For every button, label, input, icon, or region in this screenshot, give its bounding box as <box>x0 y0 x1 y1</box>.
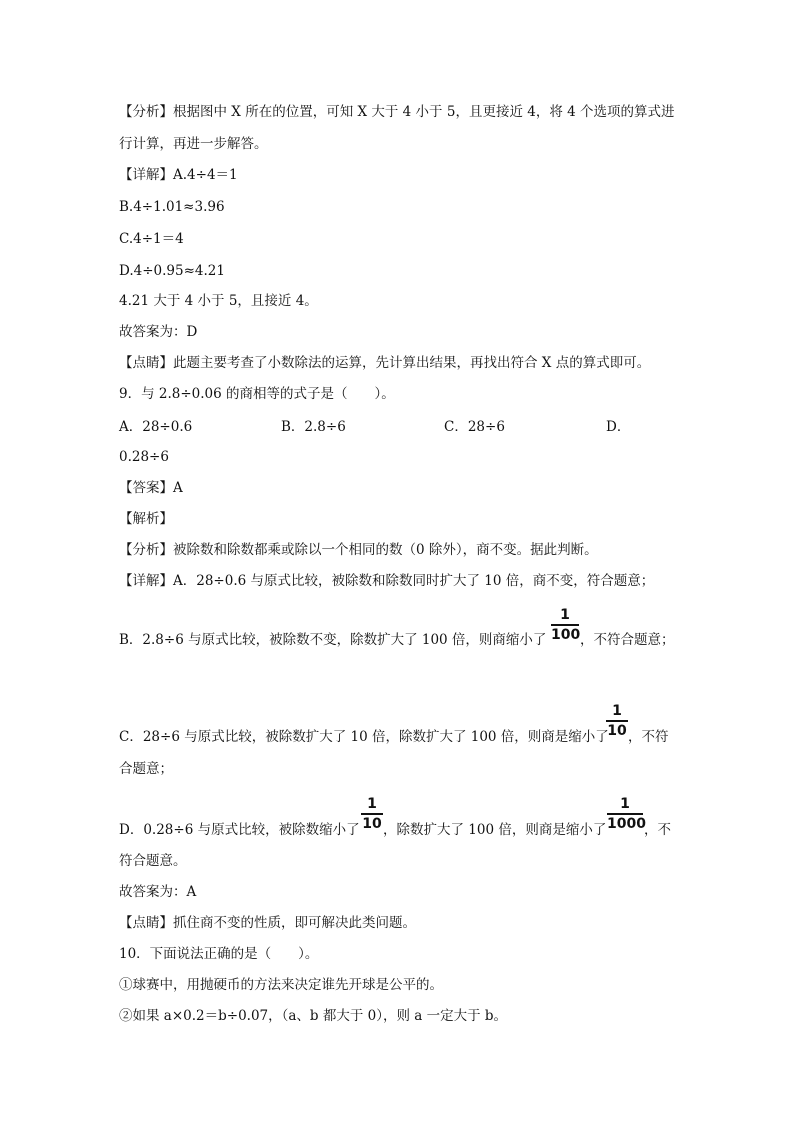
q9-fraction-b <box>551 607 579 643</box>
q9-fraction-c <box>606 703 628 739</box>
q9-question: 9．与 2.8÷0.06 的商相等的式子是（ ）。 <box>119 386 395 402</box>
q8-comment: 【点睛】此题主要考查了小数除法的运算，先计算出结果，再找出符合 X 点的算式即可。 <box>119 355 651 371</box>
fraction-numerator: 1 <box>612 703 622 719</box>
q9-detail-c-cont: 合题意； <box>119 761 173 777</box>
fraction-numerator: 1 <box>620 796 630 812</box>
q8-detail-line-3: C.4÷1＝4 <box>119 231 184 247</box>
q9-option-c: C．28÷6 <box>444 419 505 435</box>
q9-analysis: 【分析】被除数和除数都乘或除以一个相同的数（0 除外），商不变。据此判断。 <box>119 542 598 558</box>
q9-answer-tag: 【答案】A <box>119 480 183 496</box>
q8-answer: 故答案为：D <box>119 324 198 340</box>
fraction-bar <box>361 813 383 815</box>
q10-item-2: ②如果 a×0.2＝b÷0.07，（a、b 都大于 0），则 a 一定大于 b。 <box>119 1008 508 1024</box>
fraction-denominator: 10 <box>362 815 382 832</box>
q8-detail-line-5: 4.21 大于 4 小于 5，且接近 4。 <box>119 293 318 309</box>
fraction-bar <box>607 813 643 815</box>
fraction-numerator: 1 <box>560 607 570 623</box>
q9-option-a: A．28÷0.6 <box>119 419 193 435</box>
q9-detail-d-middle: ，除数扩大了 100 倍，则商是缩小了 <box>383 822 607 838</box>
q9-option-b: B．2.8÷6 <box>281 419 346 435</box>
q9-detail-c-text: C．28÷6 与原式比较，被除数扩大了 10 倍，除数扩大了 100 倍，则商是缩小了 <box>119 729 609 745</box>
q9-explain-tag: 【解析】 <box>119 511 173 527</box>
q9-detail-d-cont: 符合题意。 <box>119 853 187 869</box>
q8-analysis-line-2: 行计算，再进一步解答。 <box>119 136 268 152</box>
q9-fraction-d2 <box>607 796 646 832</box>
q8-detail-line-2: B.4÷1.01≈3.96 <box>119 199 225 215</box>
fraction-denominator: 100 <box>551 626 581 643</box>
q9-detail-d-tail: ，不 <box>644 822 671 838</box>
q8-detail-line-4: D.4÷0.95≈4.21 <box>119 263 225 279</box>
q9-detail-b-tail: ，不符合题意； <box>580 632 675 648</box>
fraction-bar <box>551 624 579 626</box>
q8-detail-line-1: 【详解】A.4÷4＝1 <box>119 167 238 183</box>
q9-detail-b-text: B．2.8÷6 与原式比较，被除数不变，除数扩大了 100 倍，则商缩小了 <box>119 632 547 648</box>
q9-option-d-value: 0.28÷6 <box>119 449 169 465</box>
q9-detail-d-text: D．0.28÷6 与原式比较，被除数缩小了 <box>119 822 360 838</box>
q9-fraction-d1 <box>361 796 383 832</box>
fraction-denominator: 1000 <box>607 815 646 832</box>
q9-option-d-label: D． <box>606 419 631 435</box>
q9-detail-a: 【详解】A．28÷0.6 与原式比较，被除数和除数同时扩大了 10 倍，商不变，符合题意； <box>119 573 655 589</box>
q9-detail-c-tail: ，不符 <box>628 729 669 745</box>
q10-item-1: ①球赛中，用抛硬币的方法来决定谁先开球是公平的。 <box>119 977 443 993</box>
q9-comment: 【点睛】抓住商不变的性质，即可解决此类问题。 <box>119 915 416 931</box>
q8-analysis-line-1: 【分析】根据图中 X 所在的位置，可知 X 大于 4 小于 5，且更接近 4，将 4 个选项的算式进 <box>119 104 675 120</box>
fraction-numerator: 1 <box>367 796 377 812</box>
fraction-bar <box>606 720 628 722</box>
q9-answer: 故答案为：A <box>119 884 197 900</box>
fraction-denominator: 10 <box>607 722 627 739</box>
q10-question: 10．下面说法正确的是（ ）。 <box>119 946 319 962</box>
